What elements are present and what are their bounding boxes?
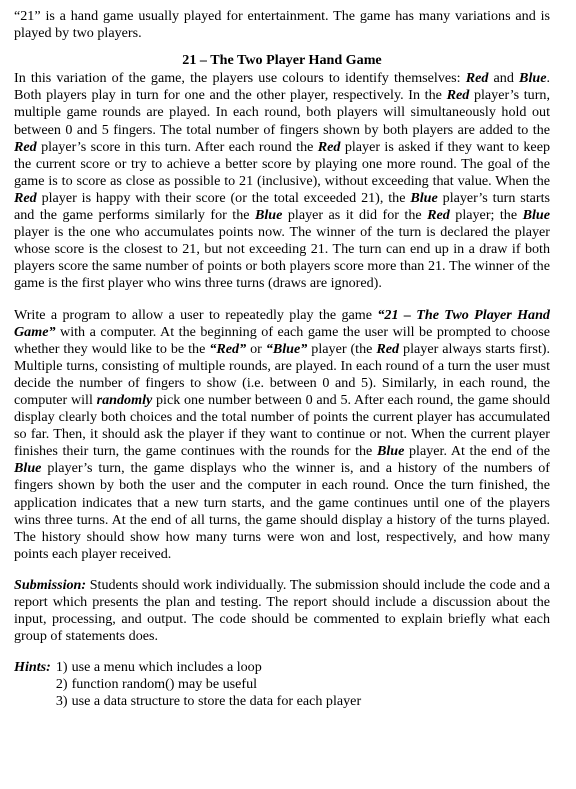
red-emphasis: Red — [317, 138, 341, 155]
rules-paragraph — [14, 70, 550, 292]
red-emphasis: Red — [376, 340, 400, 357]
submission-text: Students should work individually. The submission should include the code and a report which presents the plan and testing. The report should include a discussion about the input, processing, and output. The code should be commented to explain briefly what each group of statements does. — [14, 576, 550, 645]
text-run: Write a program to allow a user to repeatedly play the game — [14, 306, 378, 323]
hint-number: 1) — [55, 659, 68, 676]
red-emphasis: Red — [14, 138, 37, 155]
hints-list — [56, 659, 361, 710]
text-run: player’s turn, the game displays who the winner is, and a history of the numbers of fingers shown by both the user and the computer in each round. Once the turn finished, the application indicates that a new turn starts, and the game continues until one of the players wins three turns. At the end of all turns, the game should display a history of the turns played. The history should show how many turns were won and lost, respectively, and how many points each player received. — [14, 460, 550, 562]
task-paragraph — [14, 307, 550, 563]
red-choice-emphasis: “Red” — [209, 340, 247, 357]
blue-choice-emphasis: “Blue” — [265, 340, 308, 357]
submission-paragraph — [14, 577, 550, 645]
text-run: player always starts first). Multiple turns, consisting of multiple rounds, are played. In each round of a turn the user must decide the number of fingers to show (i.e. between 0 and 5). Similarly, in each round, the computer will — [14, 340, 550, 408]
hint-number: 3) — [55, 693, 68, 710]
hint-text: use a menu which includes a loop — [71, 659, 262, 676]
text-run: and — [488, 70, 520, 87]
hint-item — [56, 659, 361, 676]
text-run: or — [246, 340, 266, 357]
blue-emphasis: Blue — [519, 70, 547, 87]
hints-section — [14, 659, 550, 710]
text-run: player; the — [449, 207, 523, 224]
text-run: player. At the end of the — [404, 443, 550, 460]
text-run: player’s turn, multiple game rounds are played. In each round, both players will simultaneously hold out between 0 and 5 fingers. The total number of fingers shown by both players are added to the — [14, 87, 550, 138]
hint-item — [56, 693, 361, 710]
blue-emphasis: Blue — [14, 460, 42, 477]
hint-text: use a data structure to store the data for each player — [71, 693, 362, 710]
hints-label: Hints: — [14, 659, 51, 676]
red-emphasis: Red — [465, 70, 489, 87]
text-run: player’s score in this turn. After each round the — [36, 138, 318, 155]
blue-emphasis: Blue — [410, 189, 438, 206]
hint-item — [56, 676, 361, 693]
text-run: pick one number between 0 and 5. After each round, the game should display clearly both choices and the total number of points the current player has accumulated so far. Then, it should ask the player if they want to continue or not. When the current player finishes their turn, the game continues with the rounds for the — [14, 391, 550, 460]
text-run: player’s turn starts and the game performs similarly for the — [14, 189, 550, 224]
randomly-emphasis: randomly — [96, 391, 153, 408]
text-run: with a computer. At the beginning of each game the user will be prompted to choose whether they would like to be the — [14, 323, 550, 357]
text-run: player is happy with their score (or the total exceeded 21), the — [36, 189, 411, 206]
text-run: player is asked if they want to keep the current score or try to achieve a better score by playing one more round. The goal of the game is to score as close as possible to 21 (inclusive), without exceeding that value. When the — [14, 138, 550, 189]
hint-text: function random() may be useful — [71, 676, 258, 693]
hint-number: 2) — [55, 676, 68, 693]
text-run: player (the — [307, 340, 377, 357]
red-emphasis: Red — [446, 87, 470, 104]
red-emphasis: Red — [14, 189, 37, 206]
game-name-emphasis: “21 – The Two Player Hand Game” — [14, 306, 550, 340]
blue-emphasis: Blue — [254, 207, 283, 224]
submission-label: Submission: — [14, 576, 87, 593]
text-run: In this variation of the game, the players use colours to identify themselves: — [14, 70, 466, 87]
blue-emphasis: Blue — [376, 443, 405, 460]
text-run: . Both players play in turn for one and the other player, respectively. In the — [14, 70, 550, 104]
text-run: player as it did for the — [282, 207, 428, 224]
section-heading: 21 – The Two Player Hand Game — [182, 52, 382, 69]
blue-emphasis: Blue — [522, 207, 550, 224]
red-emphasis: Red — [427, 207, 450, 224]
intro-paragraph: “21” is a hand game usually played for entertainment. The game has many variations and is played by two players. — [14, 8, 550, 42]
text-run: player is the one who accumulates points now. The winner of the turn is declared the player whose score is the closest to 21, but not exceeding 21. The turn can end up in a draw if both players score the same number of points or both players score more than 21. The winner of the game is the first player who wins three turns (draws are ignored). — [14, 224, 550, 292]
